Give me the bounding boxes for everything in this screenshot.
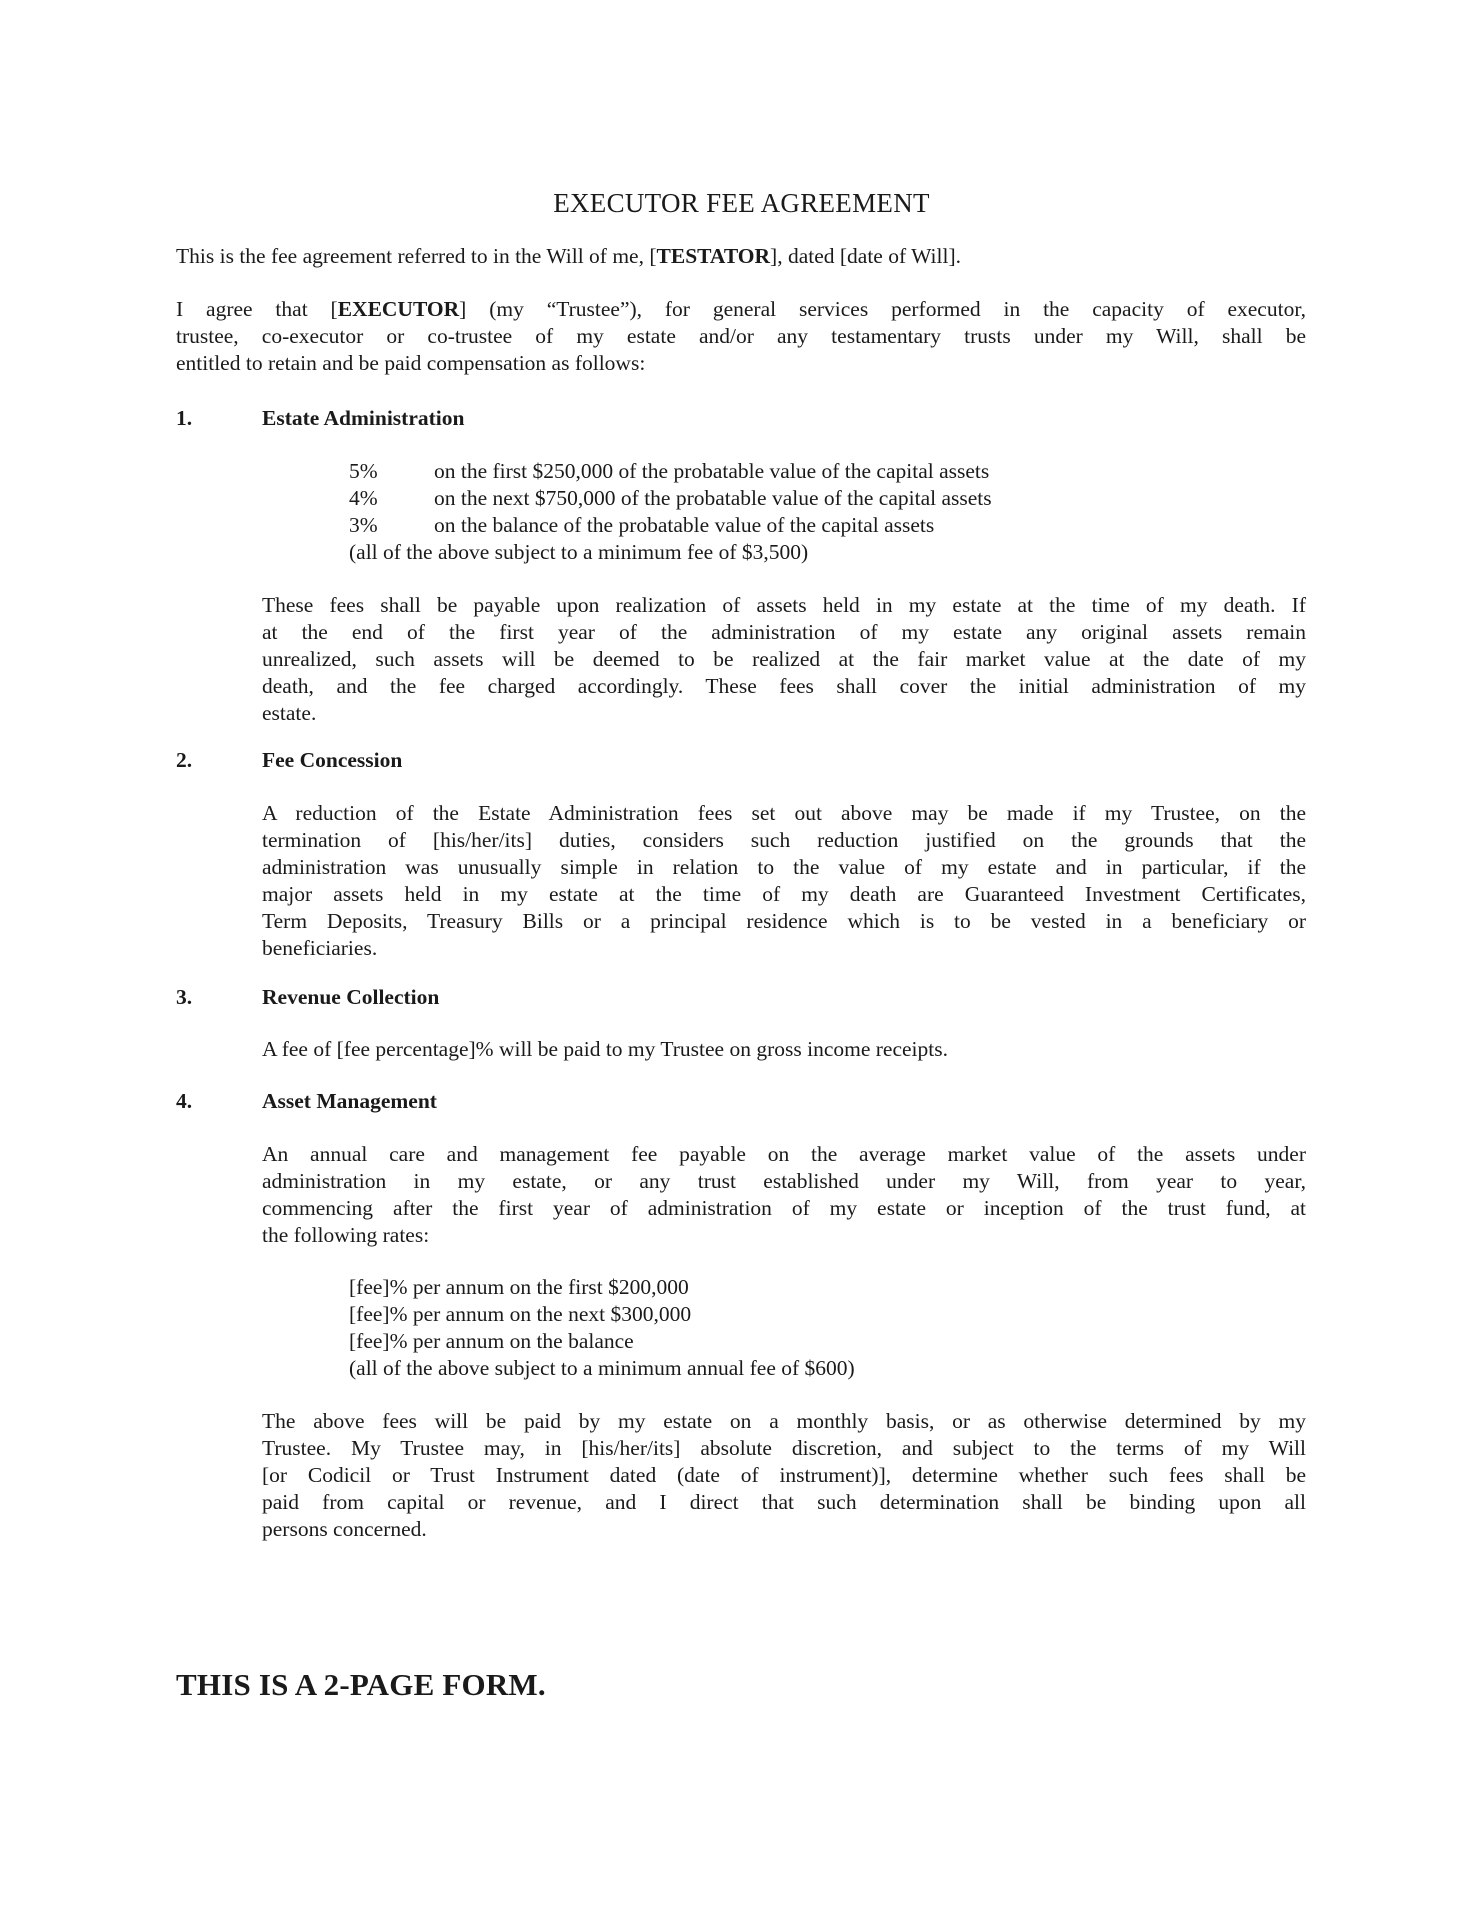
estate-rate-row-3 xyxy=(0,512,1483,539)
section-2-body xyxy=(262,800,1306,962)
estate-rates-note: (all of the above subject to a minimum fee of $3,500) xyxy=(349,540,809,564)
section-2-body-line: administration was unusually simple in relation to the value of my estate and in particular, if the xyxy=(262,855,1306,879)
section-2-body-line: A reduction of the Estate Administration fees set out above may be made if my Trustee, on the xyxy=(262,801,1306,825)
section-4-body xyxy=(262,1141,1306,1249)
agreement-paragraph xyxy=(176,296,1306,377)
section-1-number: 1. xyxy=(176,406,193,430)
estate-rate-row-1 xyxy=(0,458,1483,485)
page-count-note: THIS IS A 2-PAGE FORM. xyxy=(176,1667,546,1702)
section-1-heading: Estate Administration xyxy=(262,406,465,430)
asset-rates-note: (all of the above subject to a minimum annual fee of $600) xyxy=(349,1356,855,1380)
section-4-closing-line: The above fees will be paid by my estate on a monthly basis, or as otherwise determined by my xyxy=(262,1409,1306,1433)
section-3-heading: Revenue Collection xyxy=(262,985,440,1009)
section-3-body-line: A fee of [fee percentage]% will be paid to my Trustee on gross income receipts. xyxy=(262,1037,948,1061)
section-2-body-line: major assets held in my estate at the time of my death are Guaranteed Investment Certificates, xyxy=(262,882,1306,906)
agreement-line-1-suffix: ] (my “Trustee”), for general services performed in the capacity of executor, xyxy=(459,297,1306,321)
section-1-body-line: These fees shall be payable upon realization of assets held in my estate at the time of my death. If xyxy=(262,593,1306,617)
section-4-heading: Asset Management xyxy=(262,1089,437,1113)
asset-rate-2: [fee]% per annum on the next $300,000 xyxy=(349,1302,692,1326)
agreement-prefix: I agree that [ xyxy=(176,297,338,321)
section-1-body-line: unrealized, such assets will be deemed to be realized at the fair market value at the date of my xyxy=(262,647,1306,671)
estate-rate-3-description: on the balance of the probatable value of the capital assets xyxy=(434,513,935,537)
asset-rate-3: [fee]% per annum on the balance xyxy=(349,1329,634,1353)
section-4-closing xyxy=(262,1408,1306,1543)
section-4-body-line: commencing after the first year of administration of my estate or inception of the trust fund, at xyxy=(262,1196,1306,1220)
section-1-body-line: estate. xyxy=(262,701,317,725)
section-4-closing-line: [or Codicil or Trust Instrument dated (date of instrument)], determine whether such fees shall be xyxy=(262,1463,1306,1487)
estate-rate-1-percent: 5% xyxy=(349,459,378,483)
section-2-body-line: beneficiaries. xyxy=(262,936,378,960)
section-1-body-line: death, and the fee charged accordingly. These fees shall cover the initial administration of my xyxy=(262,674,1306,698)
intro-suffix: ], dated [date of Will]. xyxy=(770,244,962,268)
estate-rate-3-percent: 3% xyxy=(349,513,378,537)
estate-rate-1-description: on the first $250,000 of the probatable value of the capital assets xyxy=(434,459,990,483)
section-4-body-line: administration in my estate, or any trust established under my Will, from year to year, xyxy=(262,1169,1306,1193)
intro-line xyxy=(176,243,961,270)
section-4-closing-line: paid from capital or revenue, and I direct that such determination shall be binding upon all xyxy=(262,1490,1306,1514)
section-4-number: 4. xyxy=(176,1089,193,1113)
estate-rate-2-description: on the next $750,000 of the probatable value of the capital assets xyxy=(434,486,992,510)
agreement-line-2: trustee, co-executor or co-trustee of my estate and/or any testamentary trusts under my Will, shall be xyxy=(176,324,1306,348)
section-2-heading: Fee Concession xyxy=(262,748,403,772)
section-2-body-line: Term Deposits, Treasury Bills or a principal residence which is to be vested in a beneficiary or xyxy=(262,909,1306,933)
section-1-body xyxy=(262,592,1306,727)
section-2-number: 2. xyxy=(176,748,193,772)
agreement-line-1 xyxy=(176,296,1306,323)
estate-rate-row-2 xyxy=(0,485,1483,512)
section-4-body-line: An annual care and management fee payable on the average market value of the assets under xyxy=(262,1142,1306,1166)
section-1-body-line: at the end of the first year of the administration of my estate any original assets remain xyxy=(262,620,1306,644)
executor-placeholder: EXECUTOR xyxy=(337,297,460,321)
document-title: EXECUTOR FEE AGREEMENT xyxy=(553,188,930,218)
section-4-closing-line: persons concerned. xyxy=(262,1517,427,1541)
section-4-body-line: the following rates: xyxy=(262,1223,430,1247)
asset-rate-1: [fee]% per annum on the first $200,000 xyxy=(349,1275,689,1299)
intro-prefix: This is the fee agreement referred to in the Will of me, [ xyxy=(176,244,657,268)
agreement-line-3: entitled to retain and be paid compensation as follows: xyxy=(176,351,646,375)
estate-rate-2-percent: 4% xyxy=(349,486,378,510)
section-4-closing-line: Trustee. My Trustee may, in [his/her/its] absolute discretion, and subject to the terms of my Will xyxy=(262,1436,1306,1460)
testator-placeholder: TESTATOR xyxy=(656,244,771,268)
section-2-body-line: termination of [his/her/its] duties, considers such reduction justified on the grounds that the xyxy=(262,828,1306,852)
section-3-number: 3. xyxy=(176,985,193,1009)
